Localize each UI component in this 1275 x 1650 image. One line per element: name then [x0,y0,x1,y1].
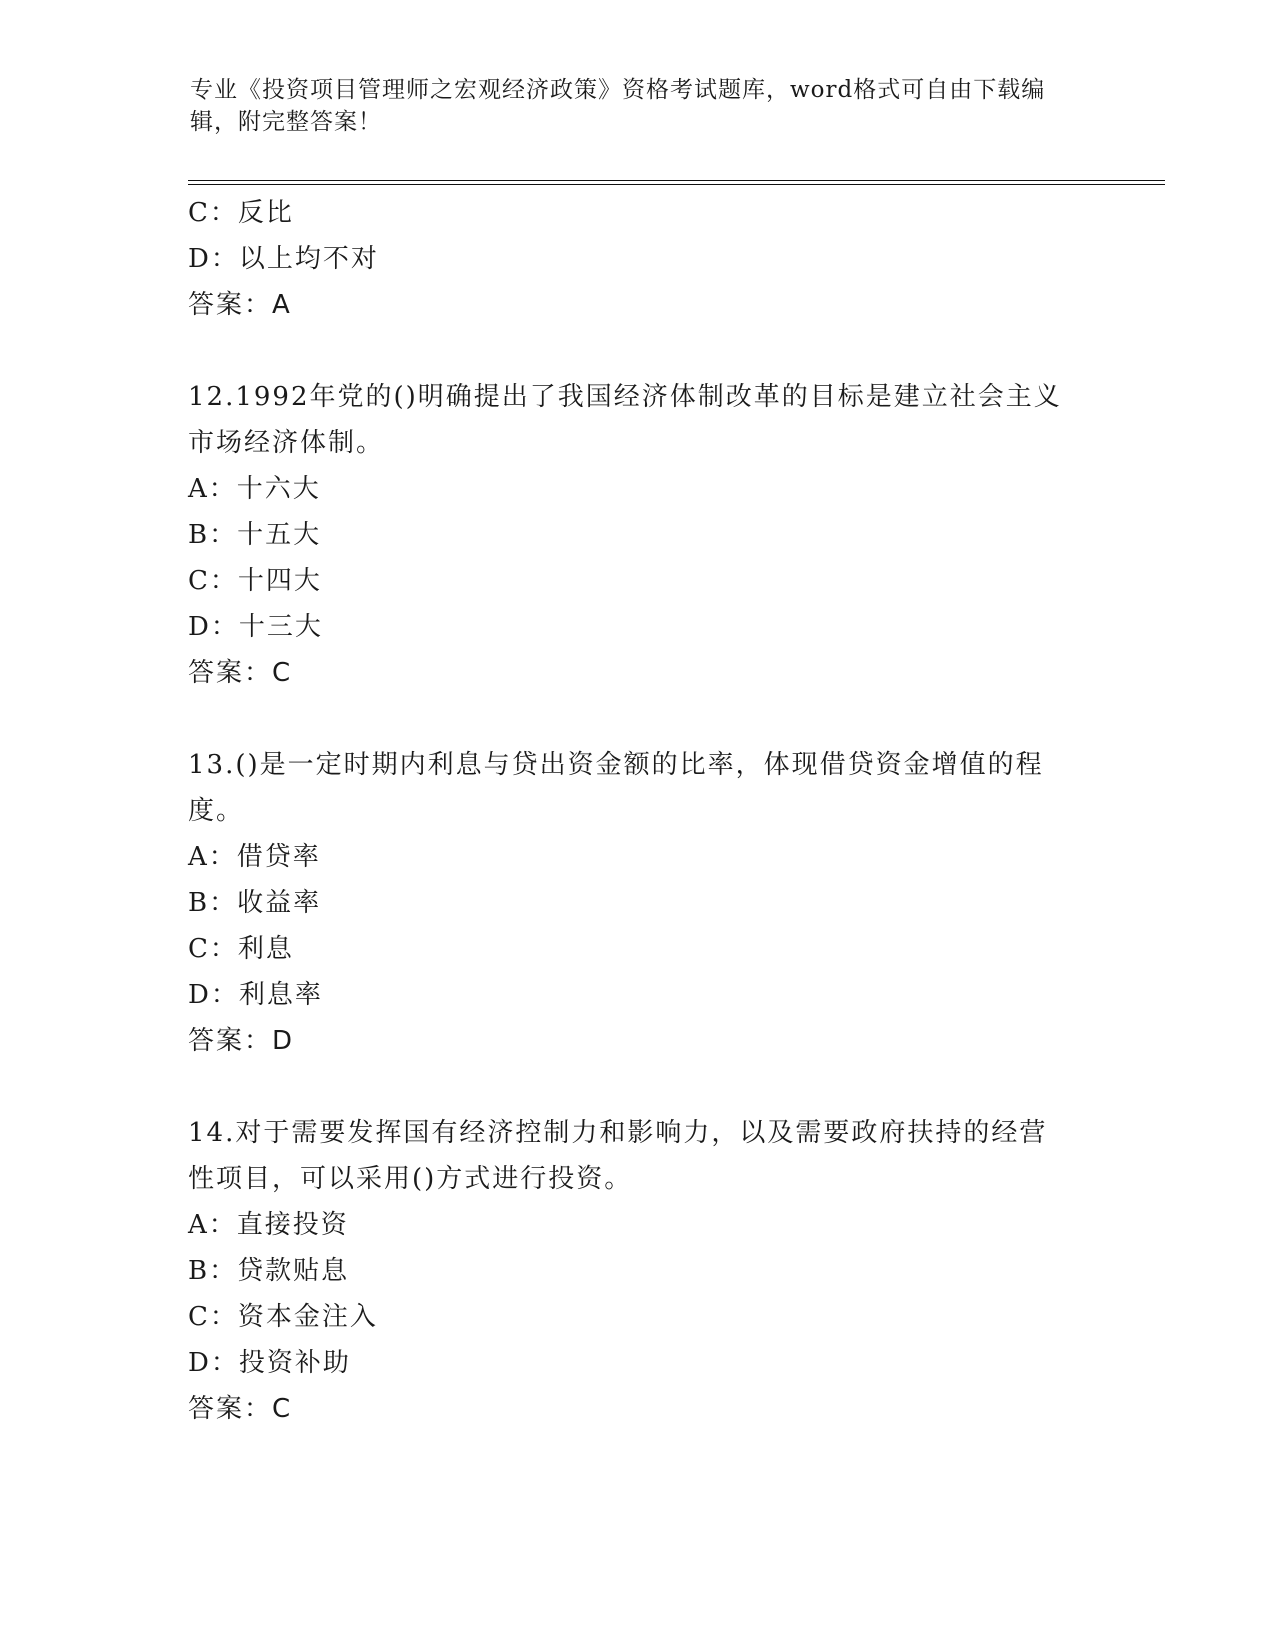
question-14-block [188,1110,1088,1432]
header-divider-top [188,180,1165,181]
option-a: A：直接投资 [188,1210,349,1240]
question-text-line: 度。 [188,796,245,826]
option-b: B：贷款贴息 [188,1256,350,1286]
option-c: C：利息 [188,934,294,964]
option-d: D：利息率 [188,980,323,1010]
question-text-line: 14.对于需要发挥国有经济控制力和影响力，以及需要政府扶持的经营 [188,1118,1048,1148]
spacer [188,1064,1088,1110]
document-header [190,74,1090,138]
option-a: A：十六大 [188,474,321,504]
question-text-line: 市场经济体制。 [188,428,385,458]
option-b: B：收益率 [188,888,322,918]
question-text-line: 13.()是一定时期内利息与贷出资金额的比率，体现借贷资金增值的程 [188,750,1044,780]
option-c: C：反比 [188,198,294,228]
answer-label: 答案：C [188,658,293,688]
question-text-line: 12.1992年党的()明确提出了我国经济体制改革的目标是建立社会主义 [188,382,1062,412]
question-12-block [188,374,1088,696]
option-b: B：十五大 [188,520,322,550]
option-c: C：资本金注入 [188,1302,378,1332]
option-d: D：以上均不对 [188,244,379,274]
answer-label: 答案：A [188,290,292,320]
option-a: A：借贷率 [188,842,321,872]
option-d: D：投资补助 [188,1348,351,1378]
question-text-line: 性项目，可以采用()方式进行投资。 [188,1164,633,1194]
answer-label: 答案：C [188,1394,293,1424]
header-text: 专业《投资项目管理师之宏观经济政策》资格考试题库，word格式可自由下载编辑，附完整答案！ [190,77,1046,135]
question-13-block [188,742,1088,1064]
spacer [188,696,1088,742]
question-11-block [188,190,1088,328]
answer-label: 答案：D [188,1026,295,1056]
header-divider-bottom [188,184,1165,185]
spacer [188,328,1088,374]
option-d: D：十三大 [188,612,323,642]
question-list [188,190,1088,1432]
option-c: C：十四大 [188,566,322,596]
